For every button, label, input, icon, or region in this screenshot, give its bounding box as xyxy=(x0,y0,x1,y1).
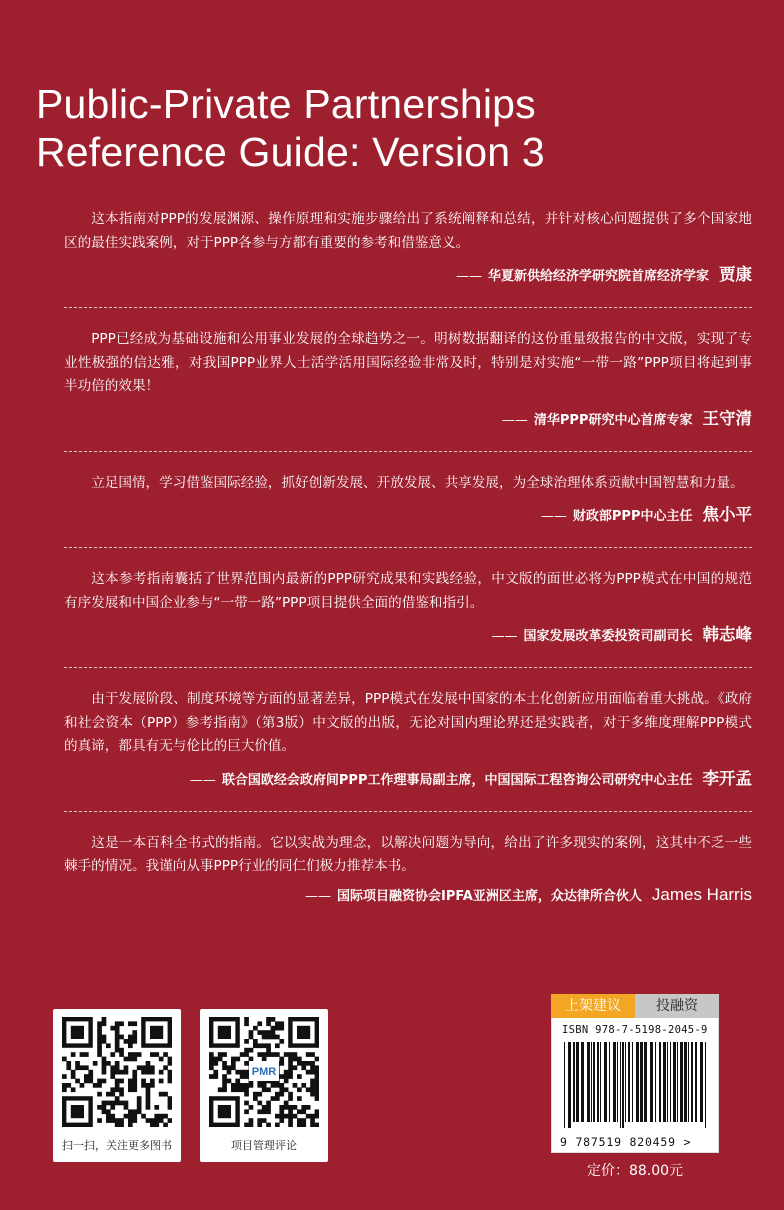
attribution-affiliation: 华夏新供给经济学研究院首席经济学家 xyxy=(487,269,709,284)
isbn-text: ISBN 978-7-5198-2045-9 xyxy=(562,1024,708,1036)
endorsement-attribution xyxy=(64,405,752,429)
barcode-block xyxy=(551,994,719,1153)
attribution-person: 王守清 xyxy=(702,408,752,428)
attribution-affiliation: 国际项目融资协会IPFA亚洲区主席，众达律所合伙人 xyxy=(337,888,642,904)
endorsement-quote: 由于发展阶段、制度环境等方面的显著差异，PPP模式在发展中国家的本土化创新应用面临着重大挑战。《政府和社会资本（PPP）参考指南》（第3版）中文版的出版，无论对国内理论界还是实践者，对于多维度理解PPP模式的真谛，都具有无与伦比的巨大价值。 xyxy=(64,691,752,754)
dashed-divider xyxy=(64,547,752,548)
attribution-dash: —— xyxy=(501,412,528,428)
attribution-affiliation: 联合国欧经会政府间PPP工作理事局副主席，中国国际工程咨询公司研究中心主任 xyxy=(221,772,693,788)
dashed-divider xyxy=(64,667,752,668)
endorsement-attribution xyxy=(64,501,752,525)
endorsement-1 xyxy=(64,208,752,285)
qr-code-icon[interactable] xyxy=(209,1017,319,1127)
dashed-divider xyxy=(64,811,752,812)
attribution-dash: —— xyxy=(540,509,567,524)
attribution-dash: —— xyxy=(455,269,482,284)
attribution-affiliation: 国家发展改革委投资司副司长 xyxy=(523,629,693,644)
attribution-person: 贾康 xyxy=(719,265,752,284)
dashed-divider xyxy=(64,307,752,308)
attribution-affiliation: 清华PPP研究中心首席专家 xyxy=(533,412,693,428)
attribution-person: 焦小平 xyxy=(702,505,752,524)
attribution-person: James Harris xyxy=(651,884,752,904)
barcode-number: 9 787519 820459 > xyxy=(560,1135,692,1149)
attribution-dash: —— xyxy=(491,629,518,644)
endorsement-attribution xyxy=(64,885,752,905)
endorsement-attribution xyxy=(64,765,752,789)
shelving-label: 上架建议 xyxy=(551,994,635,1018)
attribution-person: 韩志峰 xyxy=(702,625,752,644)
endorsement-quote: 这是一本百科全书式的指南。它以实战为理念，以解决问题为导向，给出了许多现实的案例，这其中不乏一些棘手的情况。我谨向从事PPP行业的同仁们极力推荐本书。 xyxy=(64,834,752,874)
dashed-divider xyxy=(64,451,752,452)
qr-caption: 项目管理评论 xyxy=(231,1139,297,1152)
attribution-dash: —— xyxy=(189,772,216,788)
endorsement-4 xyxy=(64,568,752,645)
qr-code-icon[interactable] xyxy=(62,1017,172,1127)
qr-caption: 扫一扫，关注更多图书 xyxy=(62,1139,172,1152)
book-title-line-1: Public-Private Partnerships xyxy=(36,81,536,127)
endorsement-quote: 这本参考指南囊括了世界范围内最新的PPP研究成果和实践经验，中文版的面世必将为PPP模式在中国的规范有序发展和中国企业参与“一带一路”PPP项目提供全面的借鉴和指引。 xyxy=(64,571,752,611)
endorsement-5 xyxy=(64,688,752,789)
endorsement-2 xyxy=(64,328,752,429)
attribution-affiliation: 财政部PPP中心主任 xyxy=(572,509,693,524)
price: 定价：88.00元 xyxy=(586,1163,684,1179)
pmr-logo: PMR xyxy=(251,1066,277,1078)
book-title xyxy=(36,80,545,176)
endorsement-quote: PPP已经成为基础设施和公用事业发展的全球趋势之一。明树数据翻译的这份重量级报告的中文版，实现了专业性极强的信达雅，对我国PPP业界人士活学活用国际经验非常及时，特别是对实施“一带一路”PPP项目将起到事半功倍的效果！ xyxy=(64,331,752,394)
endorsement-quote: 立足国情，学习借鉴国际经验，抓好创新发展、开放发展、共享发展，为全球治理体系贡献中国智慧和力量。 xyxy=(91,474,744,491)
shelving-tags xyxy=(551,994,719,1018)
endorsement-3 xyxy=(64,472,752,526)
barcode-icon xyxy=(562,1042,710,1128)
endorsements xyxy=(64,208,752,905)
book-title-line-2: Reference Guide: Version 3 xyxy=(36,129,545,175)
endorsement-quote: 这本指南对PPP的发展渊源、操作原理和实施步骤给出了系统阐释和总结，并针对核心问题提供了多个国家地区的最佳实践案例，对于PPP各参与方都有重要的参考和借鉴意义。 xyxy=(64,211,752,251)
qr-card-books xyxy=(53,1009,181,1162)
isbn-barcode xyxy=(551,1018,719,1153)
endorsement-attribution xyxy=(64,261,752,285)
qr-card-pmr xyxy=(200,1009,328,1162)
endorsement-6 xyxy=(64,832,752,905)
endorsement-attribution xyxy=(64,621,752,645)
attribution-dash: —— xyxy=(305,888,332,904)
attribution-person: 李开孟 xyxy=(702,768,752,788)
shelving-category: 投融资 xyxy=(635,994,719,1018)
